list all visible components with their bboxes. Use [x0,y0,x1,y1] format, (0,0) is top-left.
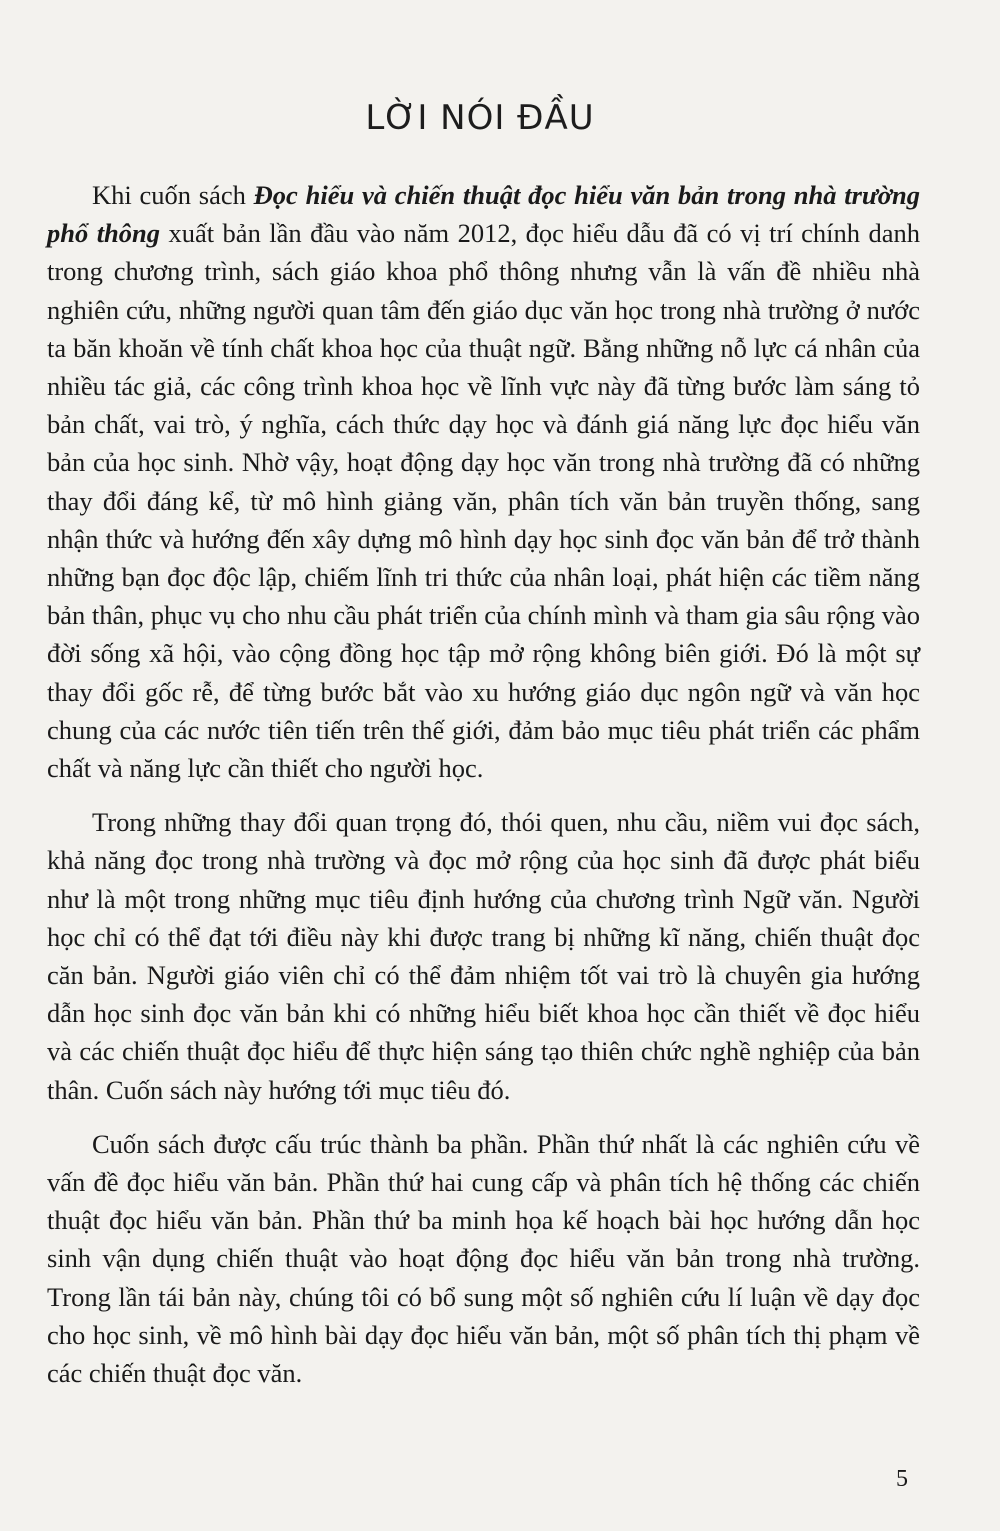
paragraph-1-rest: xuất bản lần đầu vào năm 2012, đọc hiểu dẫu đã có vị trí chính danh trong chương trình, sách giáo khoa phổ thông nhưng vẫn là vấn đề nhiều nhà nghiên cứu, những người quan tâm đến giáo dục văn học trong nhà trường ở nước ta băn khoăn về tính chất khoa học của thuật ngữ. Bằng những nỗ lực cá nhân của nhiều tác giả, các công trình khoa học về lĩnh vực này đã từng bước làm sáng tỏ bản chất, vai trò, ý nghĩa, cách thức dạy học và đánh giá năng lực đọc hiểu văn bản của học sinh. Nhờ vậy, hoạt động dạy học văn trong nhà trường đã có những thay đổi đáng kể, từ mô hình giảng văn, phân tích văn bản truyền thống, sang nhận thức và hướng đến xây dựng mô hình dạy học sinh đọc văn bản để trở thành những bạn đọc độc lập, chiếm lĩnh tri thức của nhân loại, phát hiện các tiềm năng bản thân, phục vụ cho nhu cầu phát triển của chính mình và tham gia sâu rộng vào đời sống xã hội, vào cộng đồng học tập mở rộng không biên giới. Đó là một sự thay đổi gốc rễ, để từng bước bắt vào xu hướng giáo dục ngôn ngữ và văn học chung của các nước tiên tiến trên thế giới, đảm bảo mục tiêu phát triển các phẩm chất và năng lực cần thiết cho người học. [47,218,920,784]
body-text [47,176,920,1392]
paragraph-3: Cuốn sách được cấu trúc thành ba phần. Phần thứ nhất là các nghiên cứu về vấn đề đọc hiểu văn bản. Phần thứ hai cung cấp và phân tích hệ thống các chiến thuật đọc hiểu văn bản. Phần thứ ba minh họa kế hoạch bài học hướng dẫn học sinh vận dụng chiến thuật vào hoạt động đọc hiểu văn bản trong nhà trường. Trong lần tái bản này, chúng tôi có bổ sung một số nghiên cứu lí luận về dạy đọc cho học sinh, về mô hình bài dạy đọc hiểu văn bản, một số phân tích thị phạm về các chiến thuật đọc văn. [47,1128,920,1389]
paragraph-1 [47,176,920,787]
page-number: 5 [896,1466,908,1492]
paragraph-1-lead: Khi cuốn sách [92,180,254,210]
page-heading: LỜI NÓI ĐẦU [365,98,595,138]
paragraph-2: Trong những thay đổi quan trọng đó, thói quen, nhu cầu, niềm vui đọc sách, khả năng đọc trong nhà trường và đọc mở rộng của học sinh đã được phát biểu như là một trong những mục tiêu định hướng của chương trình Ngữ văn. Người học chỉ có thể đạt tới điều này khi được trang bị những kĩ năng, chiến thuật đọc căn bản. Người giáo viên chỉ có thể đảm nhiệm tốt vai trò là chuyên gia hướng dẫn học sinh đọc văn bản khi có những hiểu biết khoa học cần thiết về đọc hiểu và các chiến thuật đọc hiểu để thực hiện sáng tạo thiên chức nghề nghiệp của bản thân. Cuốn sách này hướng tới mục tiêu đó. [47,807,920,1105]
book-title: Đọc hiểu và chiến thuật đọc hiểu văn bản trong nhà trường phổ thông [47,180,920,249]
